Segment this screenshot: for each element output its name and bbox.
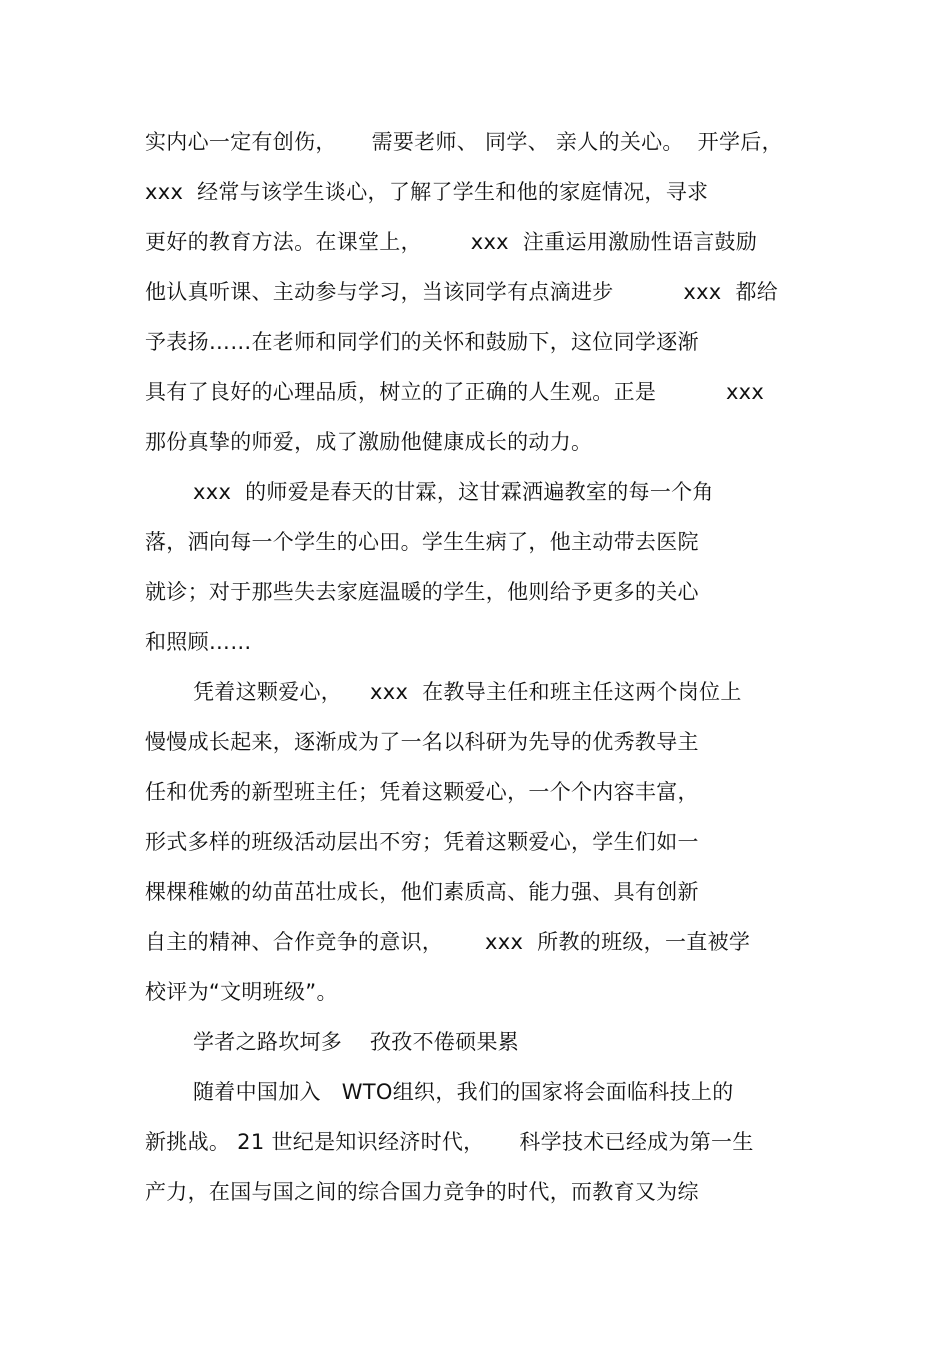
- text-line: 自主的精神、合作竞争的意识， xxx 所教的班级，一直被学: [145, 930, 751, 954]
- paragraph-first-line: 随着中国加入 WTO组织，我们的国家将会面临科技上的: [193, 1080, 734, 1104]
- text-line: 产力，在国与国之间的综合国力竞争的时代，而教育又为综: [145, 1180, 699, 1204]
- text-line: 那份真挚的师爱，成了激励他健康成长的动力。: [145, 430, 593, 454]
- text-line: 实内心一定有创伤， 需要老师、 同学、 亲人的关心。 开学后，: [145, 130, 783, 154]
- text-line: 就诊；对于那些失去家庭温暖的学生，他则给予更多的关心: [145, 580, 699, 604]
- text-line: 更好的教育方法。在课堂上， xxx 注重运用激励性语言鼓励: [145, 230, 758, 254]
- text-line: 落，洒向每一个学生的心田。学生生病了，他主动带去医院: [145, 530, 699, 554]
- text-line: 具有了良好的心理品质，树立的了正确的人生观。正是 xxx: [145, 380, 765, 404]
- text-line: 新挑战。 21 世纪是知识经济时代， 科学技术已经成为第一生: [145, 1130, 754, 1154]
- paragraph-first-line: 凭着这颗爱心， xxx 在教导主任和班主任这两个岗位上: [193, 680, 742, 704]
- paragraph-first-line: xxx 的师爱是春天的甘霖，这甘霖洒遍教室的每一个角: [193, 480, 714, 504]
- text-line: 他认真听课、主动参与学习，当该同学有点滴进步 xxx 都给: [145, 280, 779, 304]
- text-line: 予表扬……在老师和同学们的关怀和鼓励下，这位同学逐渐: [145, 330, 699, 354]
- text-line: xxx 经常与该学生谈心，了解了学生和他的家庭情况，寻求: [145, 180, 709, 204]
- text-line: 形式多样的班级活动层出不穷；凭着这颗爱心，学生们如一: [145, 830, 699, 854]
- text-line: 棵棵稚嫩的幼苗茁壮成长，他们素质高、能力强、具有创新: [145, 880, 699, 904]
- text-line: 任和优秀的新型班主任；凭着这颗爱心，一个个内容丰富，: [145, 780, 699, 804]
- text-line: 校评为“文明班级”。: [145, 980, 338, 1004]
- text-line: 和照顾……: [145, 630, 252, 654]
- section-heading: 学者之路坎坷多 孜孜不倦硕果累: [193, 1030, 520, 1054]
- text-line: 慢慢成长起来，逐渐成为了一名以科研为先导的优秀教导主: [145, 730, 699, 754]
